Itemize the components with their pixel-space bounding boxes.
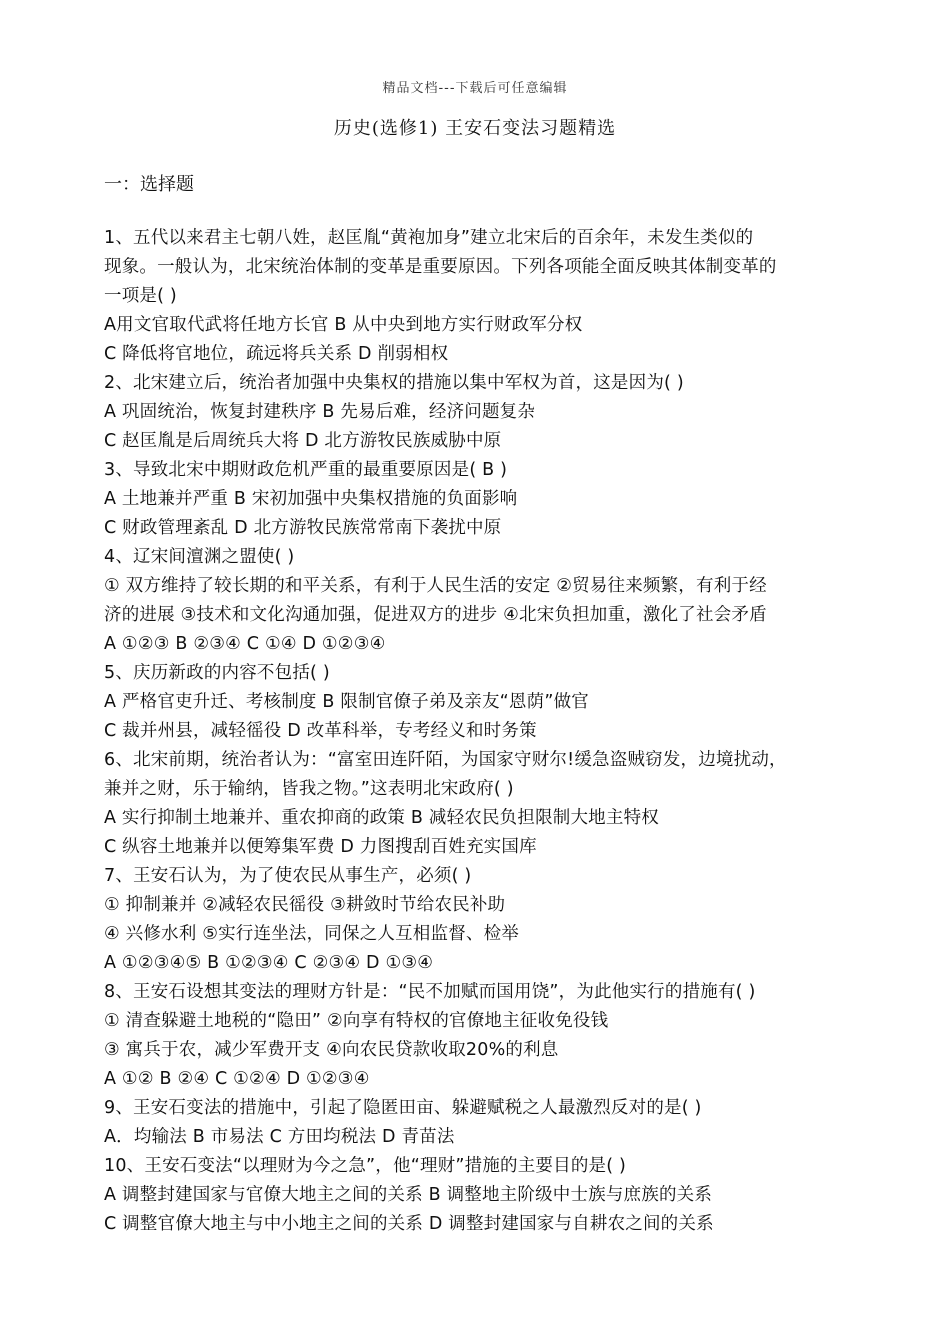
text-line: 9、王安石变法的措施中，引起了隐匿田亩、躲避赋税之人最激烈反对的是( ) [104, 1098, 702, 1118]
text-line: C 财政管理紊乱 D 北方游牧民族常常南下袭扰中原 [104, 518, 502, 538]
text-line: ① 抑制兼并 ②减轻农民徭役 ③耕敛时节给农民补助 [104, 895, 506, 915]
document-title: 历史(选修1) 王安石变法习题精选 [333, 118, 617, 139]
text-line: ④ 兴修水利 ⑤实行连坐法，同保之人互相监督、检举 [104, 924, 520, 944]
text-line: A 实行抑制土地兼并、重农抑商的政策 B 减轻农民负担限制大地主特权 [104, 808, 659, 828]
text-line: 2、北宋建立后，统治者加强中央集权的措施以集中军权为首，这是因为( ) [104, 373, 684, 393]
text-line: A．均输法 B 市易法 C 方田均税法 D 青苗法 [104, 1127, 455, 1147]
text-line: 4、辽宋间澶渊之盟使( ) [104, 547, 295, 567]
text-line: 现象。一般认为，北宋统治体制的变革是重要原因。下列各项能全面反映其体制变革的 [104, 257, 777, 277]
text-line: 兼并之财，乐于输纳，皆我之物。”这表明北宋政府( ) [104, 779, 514, 799]
text-line: A 调整封建国家与官僚大地主之间的关系 B 调整地主阶级中士族与庶族的关系 [104, 1185, 713, 1205]
text-line: ③ 寓兵于农，减少军费开支 ④向农民贷款收取20%的利息 [104, 1040, 559, 1060]
text-line: A用文官取代武将任地方长官 B 从中央到地方实行财政军分权 [104, 315, 583, 335]
text-line: 5、庆历新政的内容不包括( ) [104, 663, 330, 683]
text-line: 8、王安石设想其变法的理财方针是：“民不加赋而国用饶”，为此他实行的措施有( ) [104, 982, 756, 1002]
text-line: ① 清查躲避土地税的“隐田” ②向享有特权的官僚地主征收免役钱 [104, 1011, 609, 1031]
text-line: A 严格官吏升迁、考核制度 B 限制官僚子弟及亲友“恩荫”做官 [104, 692, 589, 712]
text-line: 济的进展 ③技术和文化沟通加强，促进双方的进步 ④北宋负担加重，激化了社会矛盾 [104, 605, 767, 625]
text-line: A 土地兼并严重 B 宋初加强中央集权措施的负面影响 [104, 489, 518, 509]
text-line: 10、王安石变法“以理财为今之急”，他“理财”措施的主要目的是( ) [104, 1156, 627, 1176]
text-line: 6、北宋前期，统治者认为：“富室田连阡陌，为国家守财尔!缓急盗贼窃发，边境扰动， [104, 750, 787, 770]
section-heading: 一：选择题 [104, 174, 194, 195]
text-line: C 赵匡胤是后周统兵大将 D 北方游牧民族威胁中原 [104, 431, 502, 451]
text-line: C 纵容土地兼并以便筹集军费 D 力图搜刮百姓充实国库 [104, 837, 537, 857]
text-line: C 裁并州县，减轻徭役 D 改革科举，专考经义和时务策 [104, 721, 537, 741]
text-line: ① 双方维持了较长期的和平关系，有利于人民生活的安定 ②贸易往来频繁，有利于经 [104, 576, 767, 596]
text-line: A ①② B ②④ C ①②④ D ①②③④ [104, 1069, 370, 1089]
text-line: 1、五代以来君主七朝八姓，赵匡胤“黄袍加身”建立北宋后的百余年，未发生类似的 [104, 228, 754, 248]
text-line: C 调整官僚大地主与中小地主之间的关系 D 调整封建国家与自耕农之间的关系 [104, 1214, 714, 1234]
text-line: C 降低将官地位，疏远将兵关系 D 削弱相权 [104, 344, 449, 364]
header-note: 精品文档---下载后可任意编辑 [382, 81, 568, 96]
text-line: A 巩固统治，恢复封建秩序 B 先易后难，经济问题复杂 [104, 402, 536, 422]
text-line: A ①②③ B ②③④ C ①④ D ①②③④ [104, 634, 386, 654]
text-line: 3、导致北宋中期财政危机严重的最重要原因是( B ) [104, 460, 508, 480]
text-line: A ①②③④⑤ B ①②③④ C ②③④ D ①③④ [104, 953, 434, 973]
text-line: 一项是( ) [104, 286, 177, 306]
question-body [104, 224, 854, 1239]
text-line: 7、王安石认为，为了使农民从事生产，必须( ) [104, 866, 472, 886]
